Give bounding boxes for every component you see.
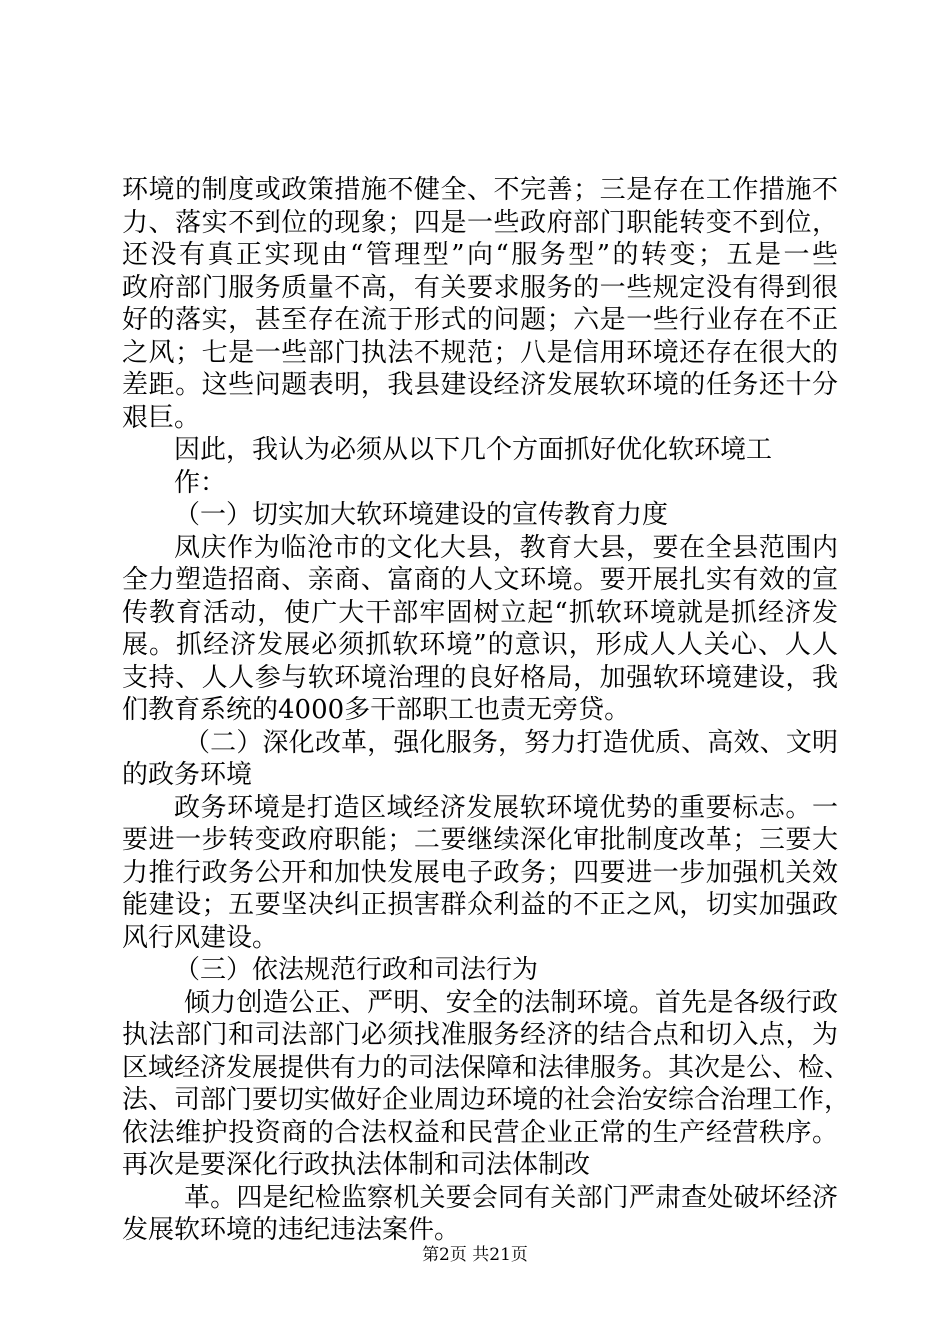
text-line: 依法维护投资商的合法权益和民营企业正常的生产经营秩序。	[122, 1117, 838, 1148]
text-line: 执法部门和司法部门必须找准服务经济的结合点和切入点，为	[122, 1020, 838, 1050]
text-line: 差距。这些问题表明，我县建设经济发展软环境的任务还十分	[122, 370, 838, 400]
text-line: 支持、人人参与软环境治理的良好格局，加强软环境建设，我	[122, 662, 838, 693]
text-line: 政府部门服务质量不高，有关要求服务的一些规定没有得到很	[122, 272, 838, 303]
text-line: 环境的制度或政策措施不健全、不完善；三是存在工作措施不	[122, 175, 838, 205]
text-line: 法、司部门要切实做好企业周边环境的社会治安综合治理工作，	[122, 1085, 851, 1115]
text-line: 风行风建设。	[122, 922, 279, 953]
text-line: 全力塑造招商、亲商、富商的人文环境。要开展扎实有效的宣	[122, 565, 838, 595]
text-line: 艰巨。	[122, 402, 201, 433]
text-line: 力推行政务公开和加快发展电子政务；四要进一步加强机关效	[122, 857, 838, 888]
text-line: 发展软环境的违纪违法案件。	[122, 1215, 461, 1245]
text-line: （一）切实加大软环境建设的宣传教育力度	[174, 500, 669, 530]
text-line: 要进一步转变政府职能；二要继续深化审批制度改革；三要大	[122, 825, 838, 855]
text-line: 的政务环境	[122, 760, 253, 790]
text-line: 区域经济发展提供有力的司法保障和法律服务。其次是公、检、	[122, 1052, 851, 1083]
text-line: 作：	[174, 467, 227, 498]
text-line: 们教育系统的4000多干部职工也责无旁贷。	[122, 695, 631, 725]
text-line: 传教育活动，使广大干部牢固树立起“抓软环境就是抓经济发	[122, 597, 838, 628]
text-line: 凤庆作为临沧市的文化大县，教育大县，要在全县范围内	[174, 532, 838, 563]
text-line: 再次是要深化行政执法体制和司法体制改	[122, 1150, 591, 1180]
text-line: 还没有真正实现由“管理型”向“服务型”的转变；五是一些	[122, 240, 838, 270]
text-line: 政务环境是打造区域经济发展软环境优势的重要标志。一	[174, 792, 838, 823]
text-line: 革。四是纪检监察机关要会同有关部门严肃查处破坏经济	[184, 1182, 838, 1213]
text-line: 之风；七是一些部门执法不规范；八是信用环境还存在很大的	[122, 337, 838, 368]
text-line: （二）深化改革，强化服务，努力打造优质、高效、文明	[184, 727, 838, 758]
text-line: 能建设；五要坚决纠正损害群众利益的不正之风，切实加强政	[122, 890, 838, 920]
text-line: 因此，我认为必须从以下几个方面抓好优化软环境工	[174, 435, 773, 465]
text-line: 展。抓经济发展必须抓软环境”的意识，形成人人关心、人人	[122, 630, 838, 660]
text-line: （三）依法规范行政和司法行为	[174, 955, 539, 985]
text-line: 倾力创造公正、严明、安全的法制环境。首先是各级行政	[184, 987, 838, 1018]
text-line: 力、落实不到位的现象；四是一些政府部门职能转变不到位，	[122, 207, 838, 238]
page-footer: 第2页 共21页	[422, 1245, 528, 1265]
document-body	[122, 174, 851, 1247]
text-line: 好的落实，甚至存在流于形式的问题；六是一些行业存在不正	[122, 305, 838, 335]
